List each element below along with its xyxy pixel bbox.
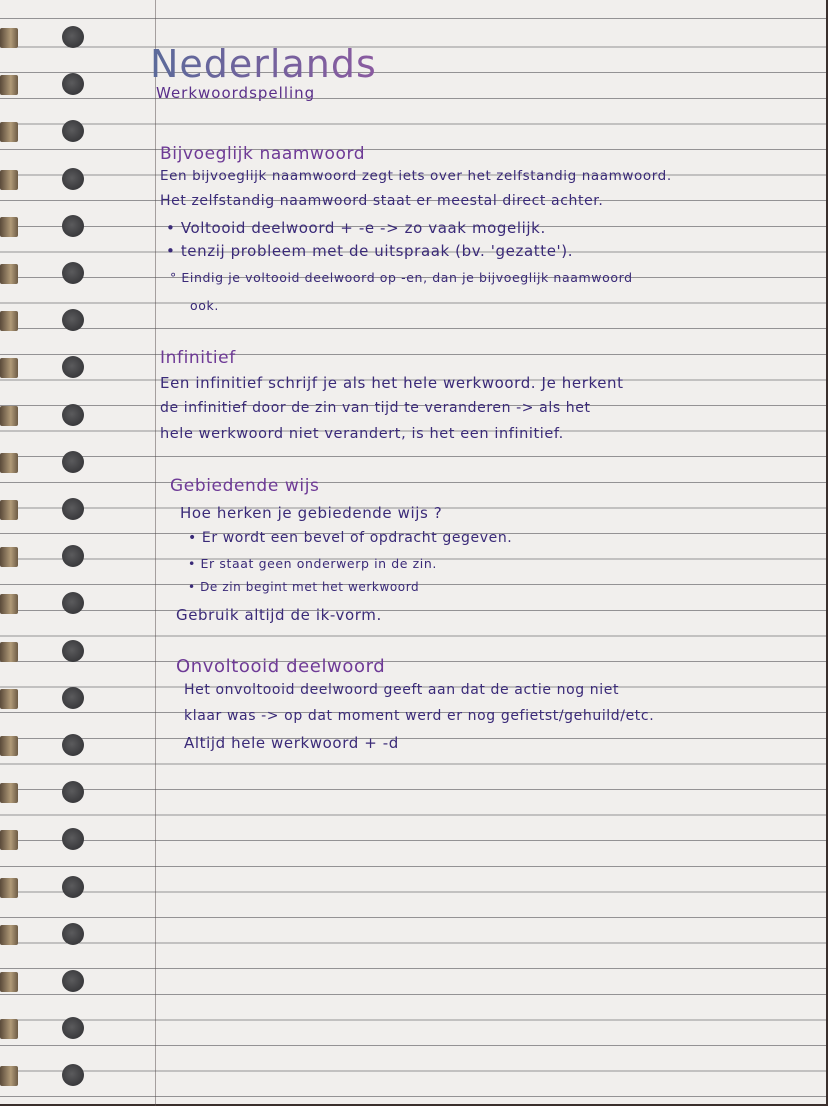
punch-hole: [62, 451, 84, 473]
punch-hole: [62, 687, 84, 709]
binding-ring: [0, 500, 18, 520]
binding-ring: [0, 28, 18, 48]
binding-ring: [0, 594, 18, 614]
note-line: ook.: [190, 298, 219, 313]
margin-line: [155, 0, 156, 1106]
note-line: Het zelfstandig naamwoord staat er meestal direct achter.: [160, 193, 604, 209]
spiral-binding: [0, 0, 24, 1106]
note-line: Het onvoltooid deelwoord geeft aan dat de actie nog niet: [184, 682, 620, 698]
binding-ring: [0, 453, 18, 473]
punch-hole: [62, 876, 84, 898]
punch-hole: [62, 262, 84, 284]
binding-ring: [0, 925, 18, 945]
punch-hole: [62, 498, 84, 520]
punch-hole: [62, 404, 84, 426]
note-line: Altijd hele werkwoord + -d: [184, 734, 399, 752]
binding-ring: [0, 830, 18, 850]
binding-ring: [0, 1019, 18, 1039]
binding-ring: [0, 217, 18, 237]
punch-hole: [62, 215, 84, 237]
binding-ring: [0, 170, 18, 190]
binding-ring: [0, 406, 18, 426]
binding-ring: [0, 1066, 18, 1086]
note-line: • De zin begint met het werkwoord: [188, 580, 420, 594]
binding-ring: [0, 358, 18, 378]
note-line: • Er wordt een bevel of opdracht gegeven.: [188, 530, 513, 546]
binding-ring: [0, 547, 18, 567]
note-line: Gebruik altijd de ik-vorm.: [176, 606, 382, 624]
note-line: Een bijvoeglijk naamwoord zegt iets over het zelfstandig naamwoord.: [160, 168, 672, 184]
binding-ring: [0, 878, 18, 898]
note-line: de infinitief door de zin van tijd te veranderen -> als het: [160, 400, 591, 416]
note-line: • Er staat geen onderwerp in de zin.: [188, 556, 437, 571]
note-line: klaar was -> op dat moment werd er nog gefietst/gehuild/etc.: [184, 708, 655, 724]
section-heading: Infinitief: [160, 348, 236, 368]
binding-ring: [0, 783, 18, 803]
binding-ring: [0, 311, 18, 331]
note-line: Een infinitief schrijf je als het hele werkwoord. Je herkent: [160, 374, 624, 392]
section-heading: Gebiedende wijs: [170, 476, 320, 496]
section-heading: Onvoltooid deelwoord: [176, 656, 386, 677]
binding-ring: [0, 972, 18, 992]
binding-ring: [0, 75, 18, 95]
note-line: hele werkwoord niet verandert, is het een infinitief.: [160, 426, 564, 442]
note-line: Hoe herken je gebiedende wijs ?: [180, 504, 443, 522]
punch-hole: [62, 26, 84, 48]
binding-ring: [0, 264, 18, 284]
binding-ring: [0, 689, 18, 709]
punch-hole: [62, 168, 84, 190]
note-line: • tenzij probleem met de uitspraak (bv. 'gezatte').: [166, 242, 574, 260]
note-line: ° Eindig je voltooid deelwoord op -en, dan je bijvoeglijk naamwoord: [170, 270, 633, 285]
page-title: Nederlands: [150, 42, 377, 86]
binding-ring: [0, 122, 18, 142]
page-subtitle: Werkwoordspelling: [156, 84, 316, 102]
note-line: • Voltooid deelwoord + -e -> zo vaak mogelijk.: [166, 219, 546, 237]
punch-hole: [62, 734, 84, 756]
binding-ring: [0, 736, 18, 756]
section-heading: Bijvoeglijk naamwoord: [160, 144, 366, 164]
punch-hole: [62, 923, 84, 945]
punch-hole: [62, 970, 84, 992]
binding-ring: [0, 642, 18, 662]
punch-hole: [62, 640, 84, 662]
